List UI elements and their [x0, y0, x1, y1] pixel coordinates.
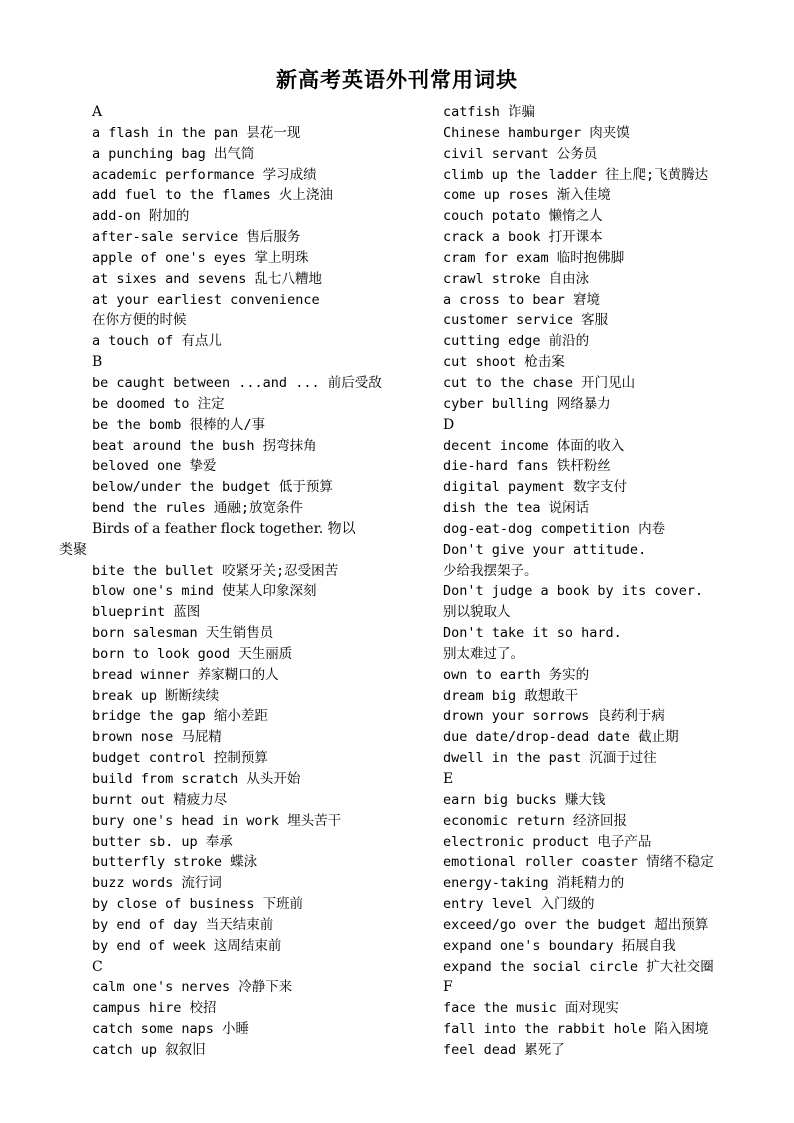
vocab-line: blow one's mind 使某人印象深刻 [92, 583, 317, 600]
vocab-line: bend the rules 通融;放宽条件 [92, 500, 304, 517]
vocab-line: cut to the chase 开门见山 [443, 374, 636, 391]
vocab-line: catfish 诈骗 [443, 104, 536, 120]
vocab-line: Don't give your attitude. [443, 541, 647, 558]
vocab-line: brown nose 马屁精 [92, 729, 222, 746]
vocab-line: below/under the budget 低于预算 [92, 479, 333, 496]
vocab-line: butterfly stroke 蝶泳 [92, 854, 258, 871]
vocab-line: die-hard fans 铁杆粉丝 [443, 458, 611, 475]
vocab-line: a touch of 有点儿 [92, 333, 222, 350]
vocab-line: fall into the rabbit hole 陷入困境 [443, 1021, 709, 1038]
vocab-line: earn big bucks 赚大钱 [443, 791, 606, 808]
vocab-line: add fuel to the flames 火上浇油 [92, 187, 333, 204]
section-letter: C [92, 958, 103, 975]
vocab-line: Birds of a feather flock together. 物以 [92, 520, 356, 537]
vocab-line: burnt out 精疲力尽 [92, 791, 228, 808]
vocab-line: emotional roller coaster 情绪不稳定 [443, 854, 714, 871]
section-letter: F [443, 979, 453, 996]
vocab-line: by end of week 这周结束前 [92, 937, 282, 954]
vocab-line: at sixes and sevens 乱七八糟地 [92, 270, 323, 287]
vocab-line: 类聚 [59, 541, 87, 558]
vocab-line: 少给我摆架子。 [443, 562, 538, 579]
vocab-line: climb up the ladder 往上爬;飞黄腾达 [443, 166, 709, 183]
vocab-line: born to look good 天生丽质 [92, 645, 293, 662]
vocab-line: add-on 附加的 [92, 208, 190, 225]
vocab-line: by close of business 下班前 [92, 896, 304, 913]
vocab-line: born salesman 天生销售员 [92, 625, 274, 642]
vocab-line: break up 断断续续 [92, 687, 220, 704]
vocab-line: a cross to bear 窘境 [443, 291, 601, 308]
vocab-line: budget control 控制预算 [92, 750, 268, 767]
vocab-line: customer service 客服 [443, 312, 609, 329]
vocab-line: academic performance 学习成绩 [92, 166, 317, 183]
section-letter: E [443, 771, 454, 787]
vocab-line: crack a book 打开课本 [443, 229, 603, 246]
vocab-line: own to earth 务实的 [443, 666, 590, 683]
vocab-line: be the bomb 很棒的人/事 [92, 416, 266, 433]
vocab-line: digital payment 数字支付 [443, 479, 628, 496]
vocab-line: after-sale service 售后服务 [92, 229, 301, 246]
vocab-line: cutting edge 前沿的 [443, 333, 590, 350]
vocab-line: crawl stroke 自由泳 [443, 270, 590, 287]
vocab-line: apple of one's eyes 掌上明珠 [92, 249, 309, 266]
vocab-line: dish the tea 说闲话 [443, 500, 590, 517]
vocab-line: cut shoot 枪击案 [443, 354, 565, 371]
vocab-line: face the music 面对现实 [443, 1000, 619, 1017]
vocab-line: cram for exam 临时抱佛脚 [443, 249, 625, 266]
vocab-line: beat around the bush 拐弯抹角 [92, 437, 317, 454]
vocab-line: Don't judge a book by its cover. [443, 583, 704, 600]
vocab-line: blueprint 蓝图 [92, 604, 201, 621]
vocab-line: 别以貌取人 [443, 604, 511, 621]
vocab-line: Don't take it so hard. [443, 625, 622, 642]
page-title: 新高考英语外刊常用词块 [276, 68, 518, 92]
vocab-line: a punching bag 出气筒 [92, 145, 255, 162]
section-letter: D [443, 416, 455, 433]
vocab-line: by end of day 当天结束前 [92, 916, 274, 933]
vocab-line: bread winner 养家糊口的人 [92, 666, 279, 683]
vocab-line: 在你方便的时候 [92, 312, 187, 329]
vocab-line: cyber bulling 网络暴力 [443, 395, 611, 412]
vocab-line: Chinese hamburger 肉夹馍 [443, 124, 630, 141]
vocab-line: expand one's boundary 拓展自我 [443, 937, 676, 954]
right-column [443, 102, 773, 1061]
section-letter: B [92, 354, 103, 371]
vocab-line: exceed/go over the budget 超出预算 [443, 916, 709, 933]
vocab-line: electronic product 电子产品 [443, 833, 652, 850]
vocab-line: buzz words 流行词 [92, 875, 222, 892]
vocab-line: come up roses 渐入佳境 [443, 187, 611, 204]
vocab-line: be doomed to 注定 [92, 395, 225, 412]
vocab-line: couch potato 懒惰之人 [443, 208, 603, 225]
vocab-line: a flash in the pan 昙花一现 [92, 124, 301, 141]
vocab-line: build from scratch 从头开始 [92, 771, 301, 787]
vocab-line: economic return 经济回报 [443, 812, 628, 829]
vocab-line: energy-taking 消耗精力的 [443, 875, 625, 892]
vocab-line: calm one's nerves 冷静下来 [92, 979, 293, 996]
vocab-line: bridge the gap 缩小差距 [92, 708, 268, 725]
vocab-line: catch up 叙叙旧 [92, 1041, 206, 1058]
vocab-line: bury one's head in work 埋头苦干 [92, 812, 342, 829]
vocab-line: catch some naps 小睡 [92, 1021, 250, 1038]
vocab-line: expand the social circle 扩大社交圈 [443, 958, 714, 975]
vocab-line: dwell in the past 沉湎于过往 [443, 750, 657, 767]
vocab-line: decent income 体面的收入 [443, 437, 625, 454]
vocab-line: entry level 入门级的 [443, 896, 595, 913]
vocab-line: bite the bullet 咬紧牙关;忍受困苦 [92, 562, 339, 579]
vocab-line: dog-eat-dog competition 内卷 [443, 520, 666, 537]
vocab-line: drown your sorrows 良药利于病 [443, 708, 665, 725]
vocab-line: campus hire 校招 [92, 1000, 217, 1017]
vocab-line: at your earliest convenience [92, 291, 320, 308]
vocab-line: feel dead 累死了 [443, 1041, 565, 1058]
vocab-line: 别太难过了。 [443, 645, 524, 662]
vocab-line: dream big 敢想敢干 [443, 687, 579, 704]
vocab-line: civil servant 公务员 [443, 145, 598, 162]
vocab-line: be caught between ...and ... 前后受敌 [92, 374, 382, 391]
left-column [59, 102, 392, 1061]
vocab-line: butter sb. up 奉承 [92, 833, 233, 850]
section-letter: A [92, 104, 103, 120]
vocab-line: beloved one 挚爱 [92, 458, 217, 475]
vocab-line: due date/drop-dead date 截止期 [443, 729, 679, 746]
